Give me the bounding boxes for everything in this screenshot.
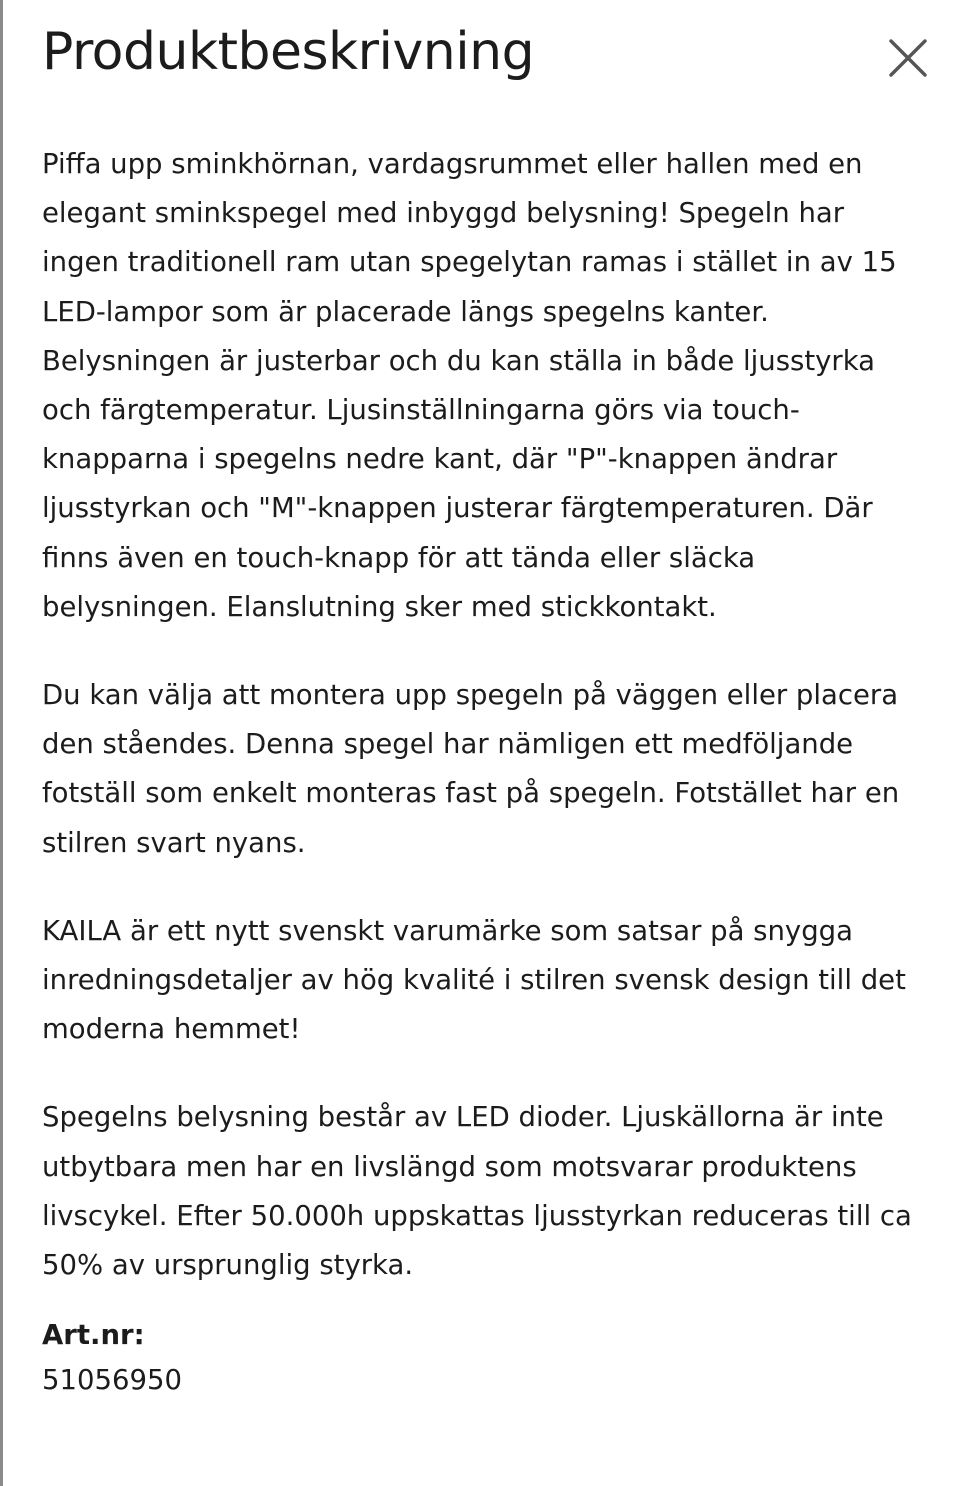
- article-number-label: Art.nr:: [42, 1319, 145, 1352]
- description-paragraph: Spegelns belysning består av LED dioder. Ljuskällorna är inte utbytbara men har en livslängd som motsvarar produktens livscykel. Efter 50.000h uppskattas ljusstyrkan reduceras till ca 50% av ursprunglig styrka.: [42, 1101, 912, 1282]
- close-button[interactable]: [880, 30, 936, 86]
- article-number-value: 51056950: [42, 1364, 182, 1397]
- description-paragraph: KAILA är ett nytt svenskt varumärke som satsar på snygga inredningsdetaljer av hög kvalité i stilren svensk design till det moderna hemmet!: [42, 914, 906, 1046]
- panel-left-edge: [0, 0, 3, 1486]
- panel-title: Produktbeskrivning: [42, 22, 535, 82]
- product-description-panel: [42, 0, 922, 1403]
- description-paragraph: Piffa upp sminkhörnan, vardagsrummet eller hallen med en elegant sminkspegel med inbyggd belysning! Spegeln har ingen traditionell ram utan spegelytan ramas i stället in av 15 LED-lampor som är placerade längs spegelns kanter. Belysningen är justerbar och du kan ställa in både ljusstyrka och färgtemperatur. Ljusinställningarna görs via touch-knapparna i spegelns nedre kant, där "P"-knappen ändrar ljusstyrkan och "M"-knappen justerar färgtemperaturen. Där finns även en touch-knapp för att tända eller släcka belysningen. Elanslutning sker med stickkontakt.: [42, 148, 897, 623]
- description-body: [42, 140, 914, 1403]
- panel-header: [42, 0, 922, 140]
- close-icon: [880, 30, 936, 86]
- description-paragraph: Du kan välja att montera upp spegeln på väggen eller placera den ståendes. Denna spegel har nämligen ett medföljande fotställ som enkelt monteras fast på spegeln. Fotstället har en stilren svart nyans.: [42, 679, 900, 859]
